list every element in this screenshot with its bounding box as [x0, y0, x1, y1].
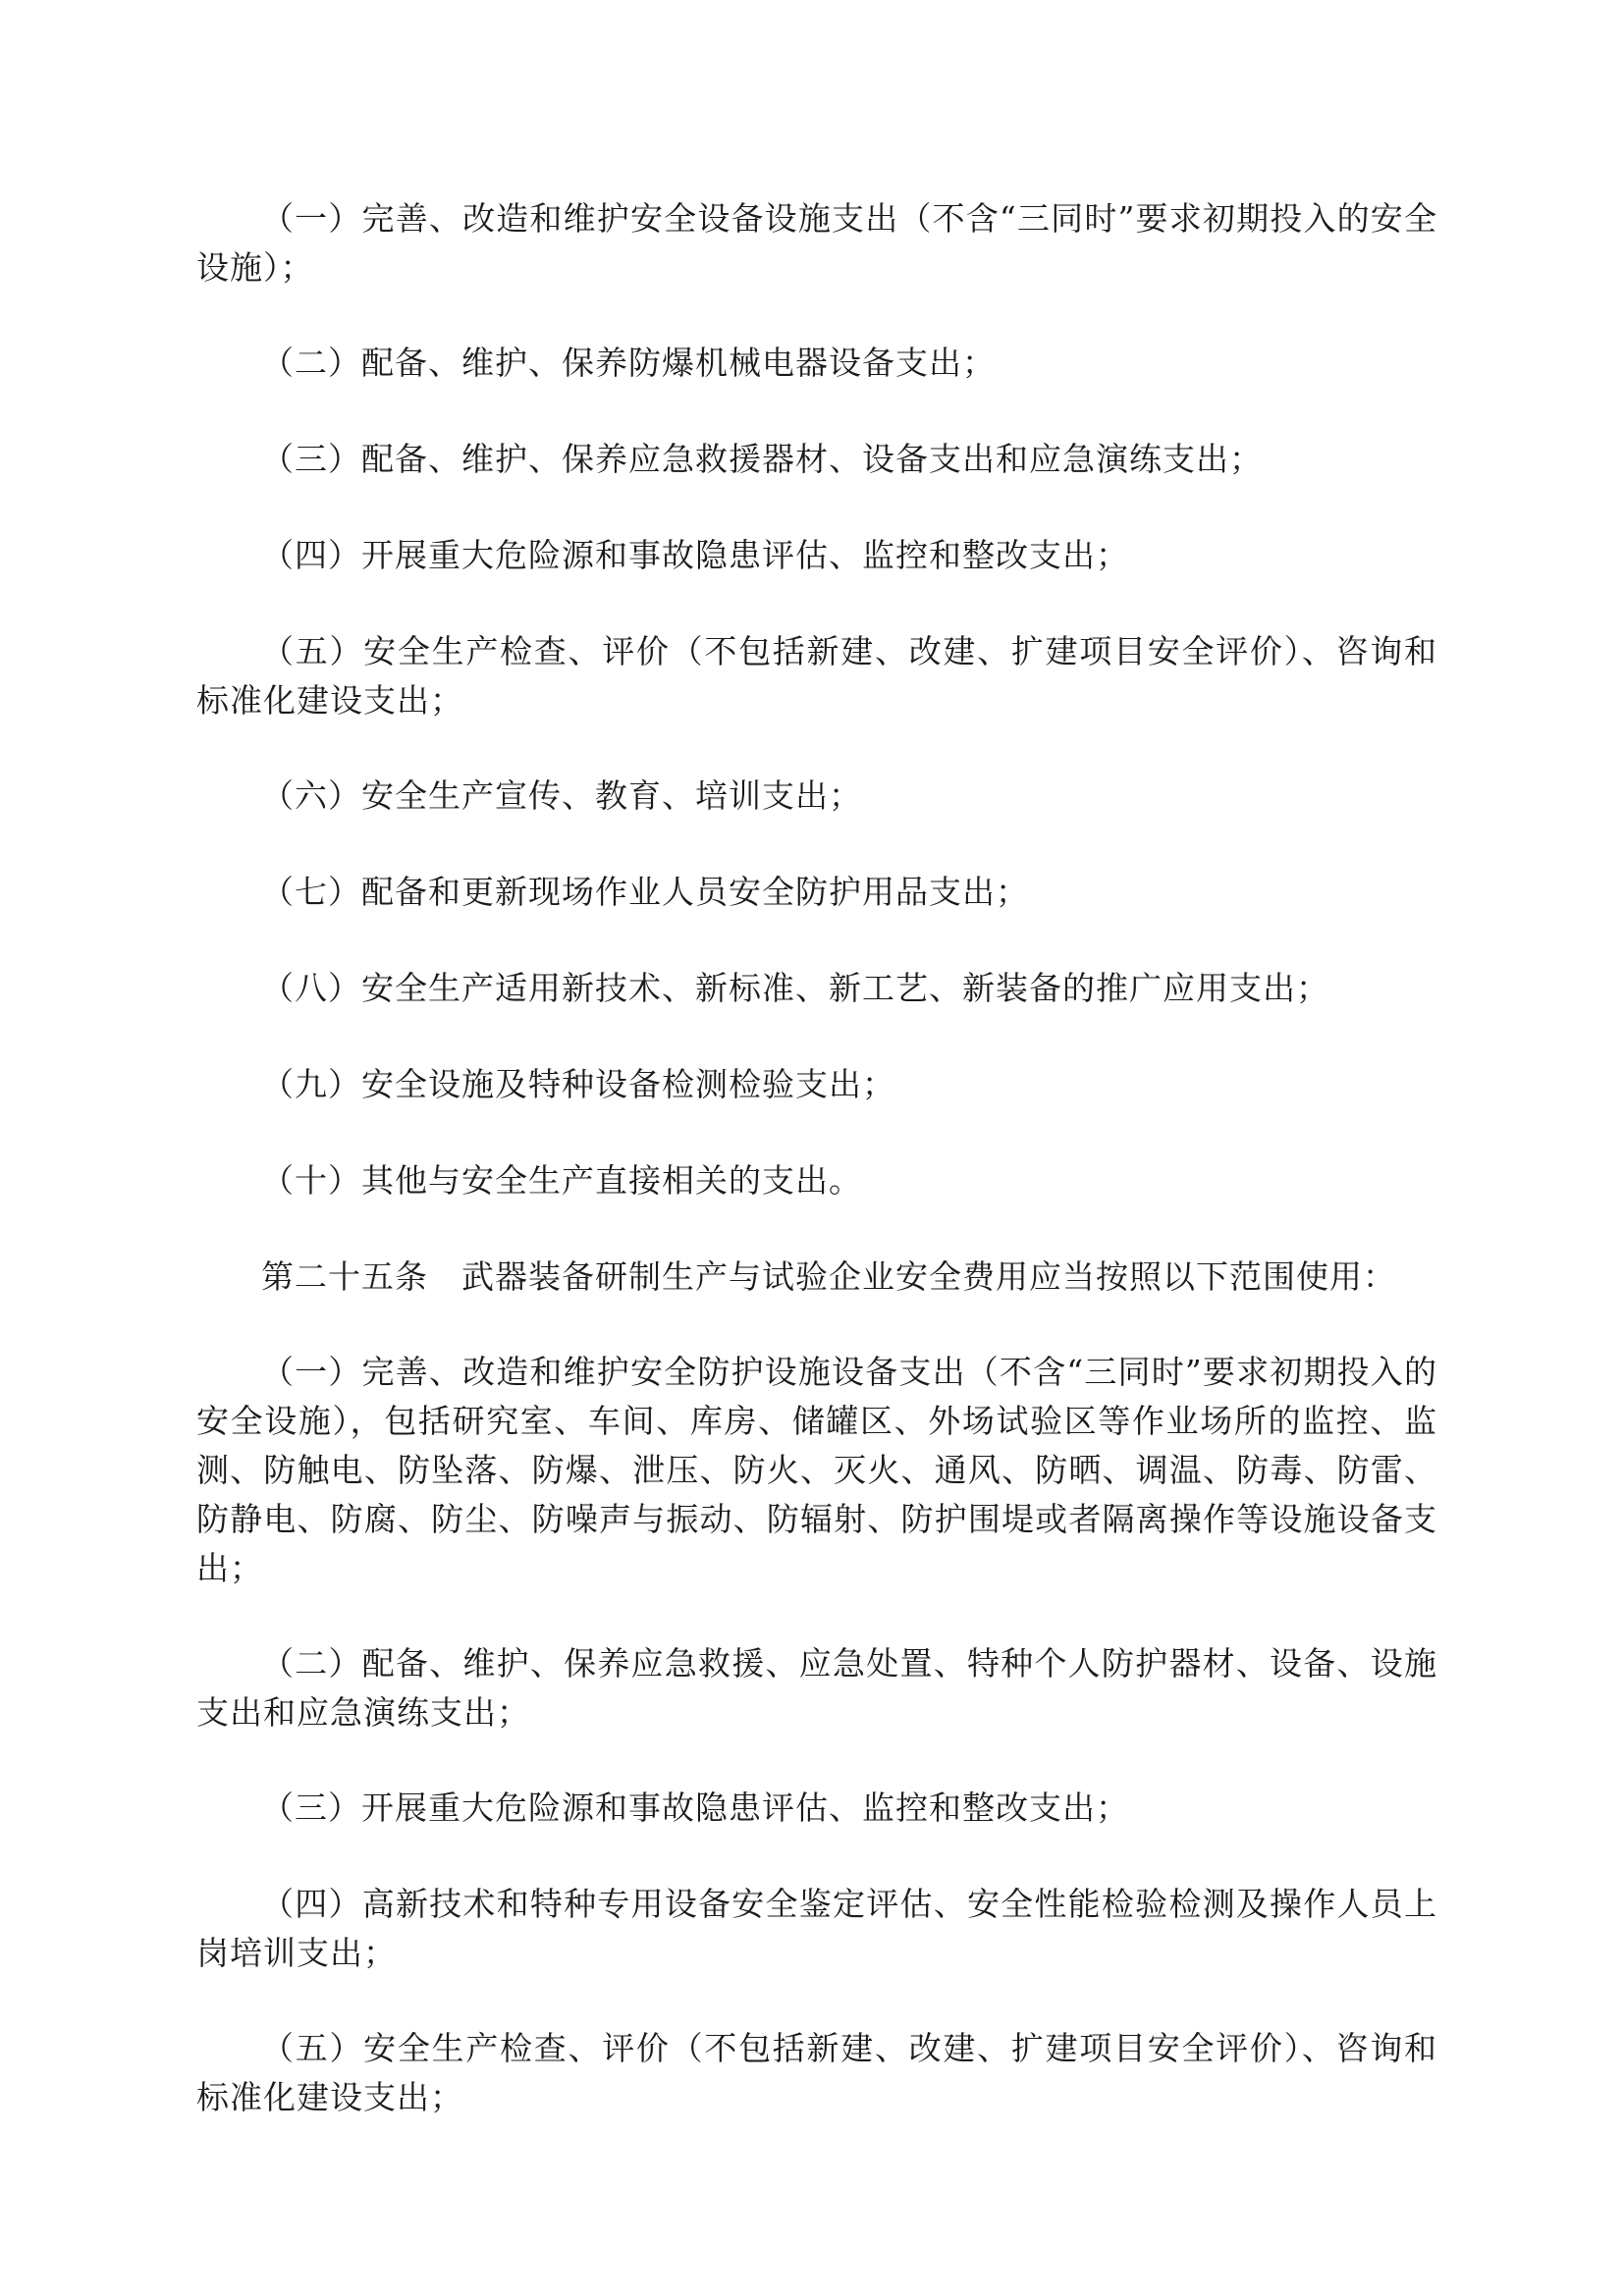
article-25-item-2: （二）配备、维护、保养应急救援、应急处置、特种个人防护器材、设备、设施支出和应急演练支出； — [196, 1644, 1437, 1732]
list-item-7: （七）配备和更新现场作业人员安全防护用品支出； — [261, 873, 1029, 911]
list-item-6: （六）安全生产宣传、教育、培训支出； — [261, 776, 862, 815]
list-item-5: （五）安全生产检查、评价（不包括新建、改建、扩建项目安全评价）、咨询和标准化建设支出； — [196, 632, 1437, 720]
article-25-heading: 第二十五条 武器装备研制生产与试验企业安全费用应当按照以下范围使用： — [261, 1257, 1396, 1296]
list-item-2: （二）配备、维护、保养防爆机械电器设备支出； — [261, 344, 996, 382]
article-25-item-3: （三）开展重大危险源和事故隐患评估、监控和整改支出； — [261, 1789, 1129, 1827]
list-item-3: （三）配备、维护、保养应急救援器材、设备支出和应急演练支出； — [261, 440, 1263, 478]
article-25-item-4: （四）高新技术和特种专用设备安全鉴定评估、安全性能检验检测及操作人员上岗培训支出； — [196, 1885, 1437, 1972]
document-page — [196, 194, 1437, 2168]
list-item-1: （一）完善、改造和维护安全设备设施支出（不含“三同时”要求初期投入的安全设施）； — [196, 199, 1437, 287]
list-item-9: （九）安全设施及特种设备检测检验支出； — [261, 1065, 895, 1103]
list-item-8: （八）安全生产适用新技术、新标准、新工艺、新装备的推广应用支出； — [261, 969, 1329, 1007]
article-25-item-1: （一）完善、改造和维护安全防护设施设备支出（不含“三同时”要求初期投入的安全设施），包括研究室、车间、库房、储罐区、外场试验区等作业场所的监控、监测、防触电、防坠落、防爆、泄压、防火、灭火、通风、防晒、调温、防毒、防雷、防静电、防腐、防尘、防噪声与振动、防辐射、防护围堤或者隔离操作等设施设备支出； — [196, 1353, 1437, 1587]
list-item-4: （四）开展重大危险源和事故隐患评估、监控和整改支出； — [261, 536, 1129, 574]
article-25-item-5: （五）安全生产检查、评价（不包括新建、改建、扩建项目安全评价）、咨询和标准化建设支出； — [196, 2029, 1437, 2116]
list-item-10: （十）其他与安全生产直接相关的支出。 — [261, 1161, 862, 1200]
